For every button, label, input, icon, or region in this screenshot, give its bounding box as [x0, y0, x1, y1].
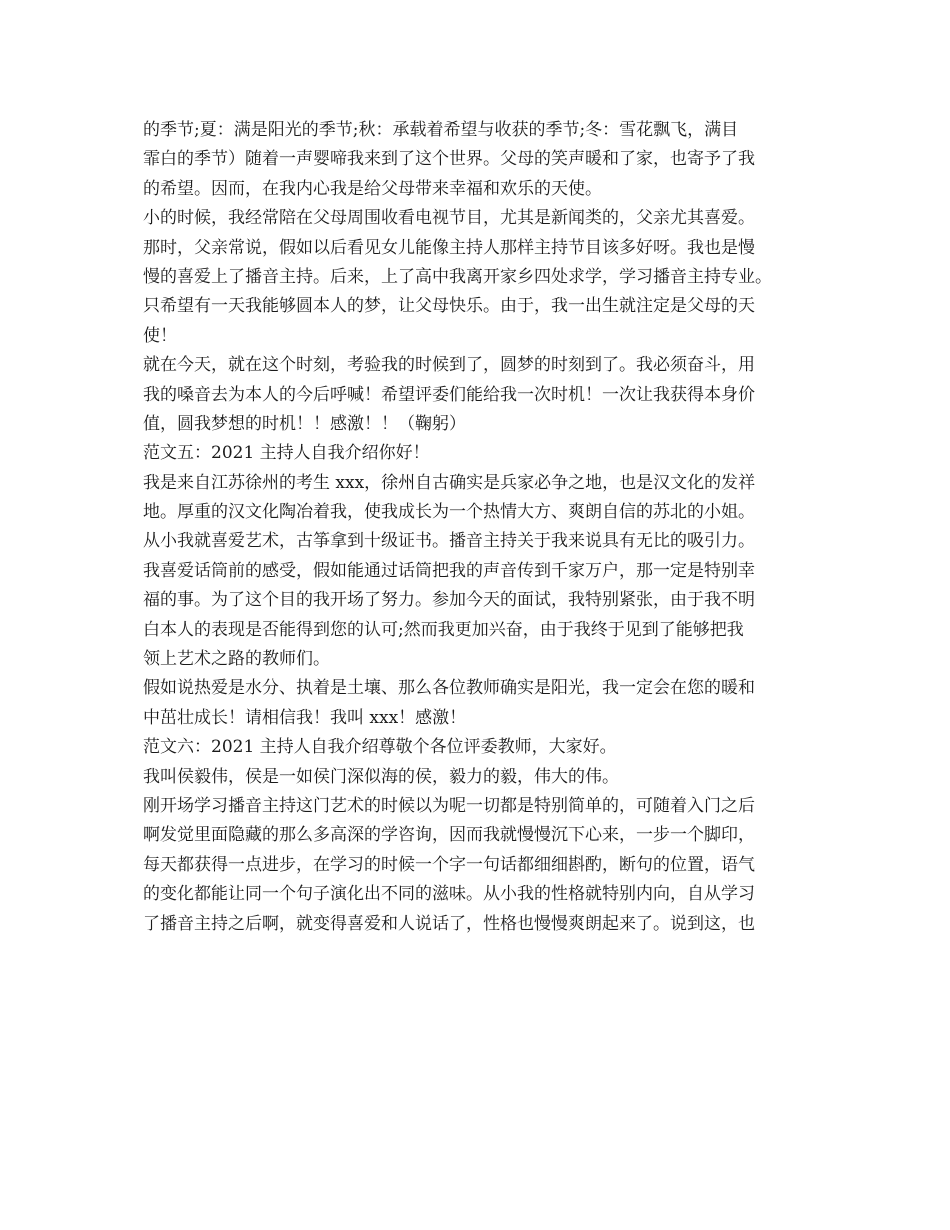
text-line: 的季节;夏：满是阳光的季节;秋：承载着希望与收获的季节;冬：雪花飘飞，满目 [143, 120, 739, 140]
text-line: 的希望。因而，在我内心我是给父母带来幸福和欢乐的天使。 [143, 178, 602, 199]
text-line: 领上艺术之路的教师们。 [143, 649, 330, 670]
text-line: 啊发觉里面隐藏的那么多高深的学咨询，因而我就慢慢沉下心来，一步一个脚印， [143, 825, 755, 846]
text-line: 我叫侯毅伟，侯是一如侯门深似海的侯，毅力的毅，伟大的伟。 [143, 766, 619, 787]
text-line: 从小我就喜爱艺术，古筝拿到十级证书。播音主持关于我来说具有无比的吸引力。 [143, 531, 755, 552]
text-line: 那时，父亲常说，假如以后看见女儿能像主持人那样主持节目该多好呀。我也是慢 [143, 237, 755, 258]
text-line: 我的嗓音去为本人的今后呼喊！希望评委们能给我一次时机！一次让我获得本身价 [143, 384, 755, 405]
text-line: 小的时候，我经常陪在父母周围收看电视节目，尤其是新闻类的，父亲尤其喜爱。 [143, 208, 755, 229]
text-line: 福的事。为了这个目的我开场了努力。参加今天的面试，我特别紧张，由于我不明 [143, 590, 755, 611]
text-line: 值，圆我梦想的时机！！感激！！（鞠躬） [143, 413, 466, 434]
text-line: 我喜爱话筒前的感受，假如能通过话筒把我的声音传到千家万户，那一定是特别幸 [143, 560, 755, 581]
text-line: 了播音主持之后啊，就变得喜爱和人说话了，性格也慢慢爽朗起来了。说到这，也 [143, 913, 755, 934]
text-line: 只希望有一天我能够圆本人的梦，让父母快乐。由于，我一出生就注定是父母的天 [143, 296, 755, 317]
document-body [143, 116, 823, 939]
text-line: 我是来自江苏徐州的考生 xxx，徐州自古确实是兵家必争之地，也是汉文化的发祥 [143, 472, 756, 493]
text-line: 中茁壮成长！请相信我！我叫 xxx！感激！ [143, 707, 467, 728]
section-heading: 范文六：2021 主持人自我介绍尊敬个各位评委教师，大家好。 [143, 737, 617, 758]
text-line: 慢的喜爱上了播音主持。后来，上了高中我离开家乡四处求学，学习播音主持专业。 [143, 266, 772, 287]
text-line: 假如说热爱是水分、执着是土壤、那么各位教师确实是阳光，我一定会在您的暖和 [143, 678, 755, 699]
text-line: 的变化都能让同一个句子演化出不同的滋味。从小我的性格就特别内向，自从学习 [143, 884, 755, 905]
text-line: 白本人的表现是否能得到您的认可;然而我更加兴奋，由于我终于见到了能够把我 [143, 619, 744, 640]
text-line: 每天都获得一点进步，在学习的时候一个字一句话都细细斟酌，断句的位置，语气 [143, 854, 755, 875]
text-line: 刚开场学习播音主持这门艺术的时候以为呢一切都是特别简单的，可随着入门之后 [143, 795, 755, 816]
text-line: 霏白的季节）随着一声婴啼我来到了这个世界。父母的笑声暖和了家，也寄予了我 [143, 149, 755, 170]
text-line: 使！ [143, 325, 177, 346]
section-heading: 范文五：2021 主持人自我介绍你好！ [143, 443, 430, 464]
text-line: 地。厚重的汉文化陶冶着我，使我成长为一个热情大方、爽朗自信的苏北的小姐。 [143, 502, 755, 523]
text-line: 就在今天，就在这个时刻，考验我的时候到了，圆梦的时刻到了。我必须奋斗，用 [143, 355, 755, 376]
